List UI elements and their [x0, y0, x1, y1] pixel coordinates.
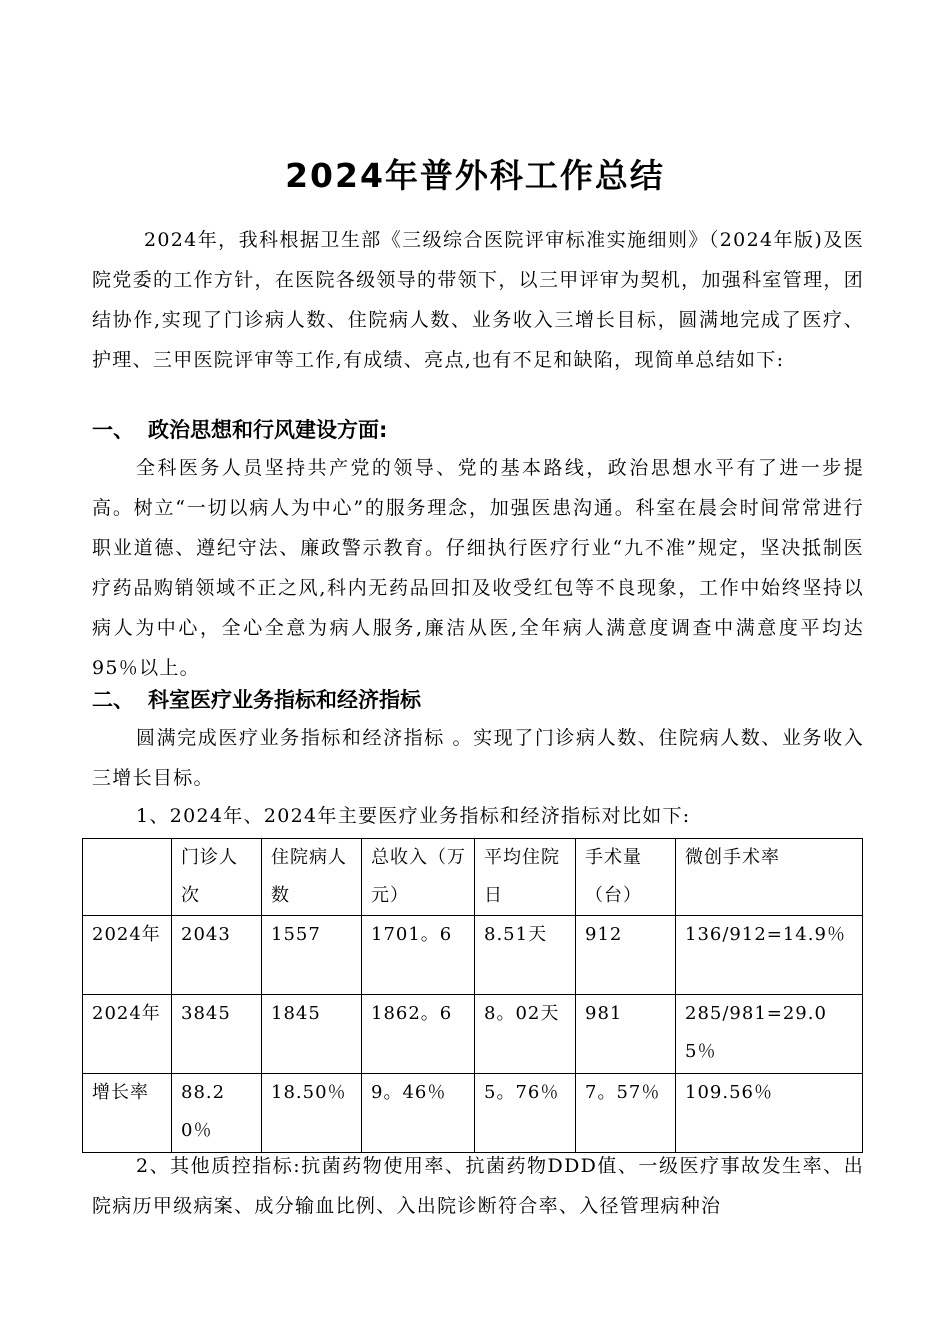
- table-cell: 5。76％: [475, 1074, 576, 1153]
- section-2-body: 圆满完成医疗业务指标和经济指标 。实现了门诊病人数、住院病人数、业务收入三增长目标。: [92, 727, 864, 789]
- section-1-number: 一、: [92, 418, 134, 442]
- table-row-label: 增长率: [83, 1074, 172, 1153]
- table-row: [83, 995, 863, 1074]
- table-caption: 1、2024年、2024年主要医疗业务指标和经济指标对比如下:: [136, 805, 691, 827]
- table-cell: 136/912=14.9％: [676, 916, 863, 995]
- table-header-cell: 总收入（万元）: [362, 839, 475, 916]
- table-row-label: 2024年: [83, 995, 172, 1074]
- table-header-cell: [83, 839, 172, 916]
- section-1-title: 政治思想和行风建设方面:: [148, 418, 388, 442]
- other-metrics-paragraph: 2、其他质控指标:抗菌药物使用率、抗菌药物DDD值、一级医疗事故发生率、出院病历甲级病案、成分输血比例、入出院诊断符合率、入径管理病种治: [92, 1155, 864, 1217]
- table-cell: 8.51天: [475, 916, 576, 995]
- table-cell: 88.20％: [172, 1074, 262, 1153]
- table-cell: 3845: [172, 995, 262, 1074]
- table-header-row: [83, 839, 863, 916]
- table-header-cell: 平均住院日: [475, 839, 576, 916]
- section-2-title: 科室医疗业务指标和经济指标: [148, 688, 421, 712]
- section-1-heading: [92, 410, 864, 450]
- table-cell: 1862。6: [362, 995, 475, 1074]
- table-cell: 981: [576, 995, 676, 1074]
- table-cell: 8。02天: [475, 995, 576, 1074]
- table-cell: 912: [576, 916, 676, 995]
- table-cell: 285/981=29.05％: [676, 995, 863, 1074]
- table-row-label: 2024年: [83, 916, 172, 995]
- table-header-cell: 门诊人次: [172, 839, 262, 916]
- table-cell: 9。46％: [362, 1074, 475, 1153]
- intro-paragraph: 2024年，我科根据卫生部《三级综合医院评审标准实施细则》（2024年版)及医院党委的工作方针，在医院各级领导的带领下，以三甲评审为契机，加强科室管理，团结协作,实现了门诊病人数、住院病人数、业务收入三增长目标，圆满地完成了医疗、护理、三甲医院评审等工作,有成绩、亮点,也有不足和缺陷，现简单总结如下:: [92, 229, 864, 371]
- section-2-number: 二、: [92, 688, 134, 712]
- table-cell: 1845: [262, 995, 362, 1074]
- indicator-comparison-table: [82, 838, 863, 1153]
- section-1-body: 全科医务人员坚持共产党的领导、党的基本路线，政治思想水平有了进一步提高。树立“一切以病人为中心”的服务理念，加强医患沟通。科室在晨会时间常常进行职业道德、遵纪守法、廉政警示教育。仔细执行医疗行业“九不准”规定，坚决抵制医疗药品购销领域不正之风,科内无药品回扣及收受红包等不良现象，工作中始终坚持以病人为中心，全心全意为病人服务,廉洁从医,全年病人满意度调查中满意度平均达95％以上。: [92, 457, 864, 679]
- table-cell: 18.50％: [262, 1074, 362, 1153]
- section-2-heading: [92, 680, 864, 720]
- table-cell: 109.56％: [676, 1074, 863, 1153]
- table-header-cell: 微创手术率: [676, 839, 863, 916]
- table-cell: 7。57％: [576, 1074, 676, 1153]
- table-row: [83, 916, 863, 995]
- table-row: [83, 1074, 863, 1153]
- table-cell: 1701。6: [362, 916, 475, 995]
- table-cell: 1557: [262, 916, 362, 995]
- table-header-cell: 住院病人数: [262, 839, 362, 916]
- table-header-cell: 手术量（台）: [576, 839, 676, 916]
- document-title: 2024年普外科工作总结: [285, 156, 665, 195]
- table-cell: 2043: [172, 916, 262, 995]
